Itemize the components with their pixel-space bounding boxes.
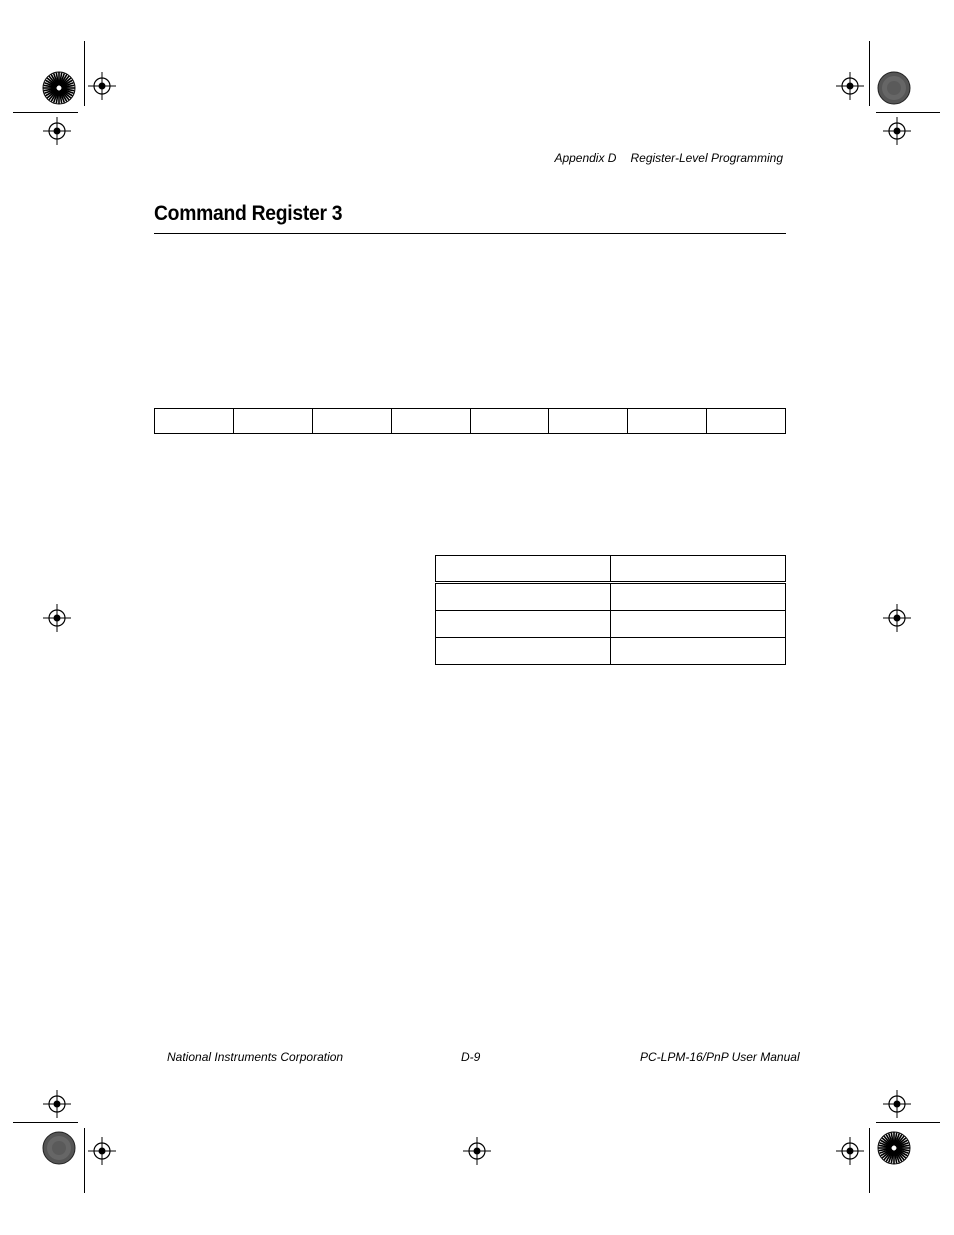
info-table [435,555,786,665]
bit-cell [628,409,707,434]
table-cell [436,583,611,611]
halftone-rosette-icon [42,1131,76,1165]
registration-mark-icon [883,604,911,632]
registration-mark-icon [43,604,71,632]
registration-mark-icon [883,1090,911,1118]
footer-page-number: D-9 [461,1050,481,1064]
registration-mark-icon [836,72,864,100]
starburst-rosette-icon [42,71,76,105]
footer-company: National Instruments Corporation [167,1050,344,1064]
bit-cell [470,409,549,434]
crop-mark [869,1128,870,1193]
crop-mark [869,41,870,106]
table-cell [611,638,786,665]
page-title: Command Register 3 [154,202,343,225]
table-cell [611,611,786,638]
running-head-appendix: Appendix D [554,151,617,165]
table-cell [436,611,611,638]
registration-mark-icon [88,72,116,100]
bit-cell [549,409,628,434]
registration-mark-icon [43,117,71,145]
crop-mark [13,112,78,113]
running-head-chapter: Register-Level Programming [630,151,783,165]
crop-mark [84,1128,85,1193]
footer-manual-title: PC-LPM-16/PnP User Manual [640,1050,800,1064]
table-cell [436,638,611,665]
table-row [436,583,786,611]
bit-map-row [155,409,786,434]
running-head [540,151,783,165]
bit-cell [233,409,312,434]
bit-cell [707,409,786,434]
registration-mark-icon [88,1137,116,1165]
table-cell [611,556,786,583]
registration-mark-icon [463,1137,491,1165]
table-row [436,611,786,638]
table-cell [611,583,786,611]
crop-mark [876,112,940,113]
halftone-rosette-icon [877,71,911,105]
register-bit-map [154,408,786,434]
starburst-rosette-icon [877,1131,911,1165]
bit-cell [391,409,470,434]
registration-mark-icon [883,117,911,145]
registration-mark-icon [43,1090,71,1118]
bit-cell [312,409,391,434]
crop-mark [84,41,85,106]
registration-mark-icon [836,1137,864,1165]
crop-mark [876,1122,940,1123]
table-row [436,638,786,665]
table-cell [436,556,611,583]
bit-cell [155,409,234,434]
table-header-row [436,556,786,583]
crop-mark [13,1122,78,1123]
title-rule [154,233,786,234]
